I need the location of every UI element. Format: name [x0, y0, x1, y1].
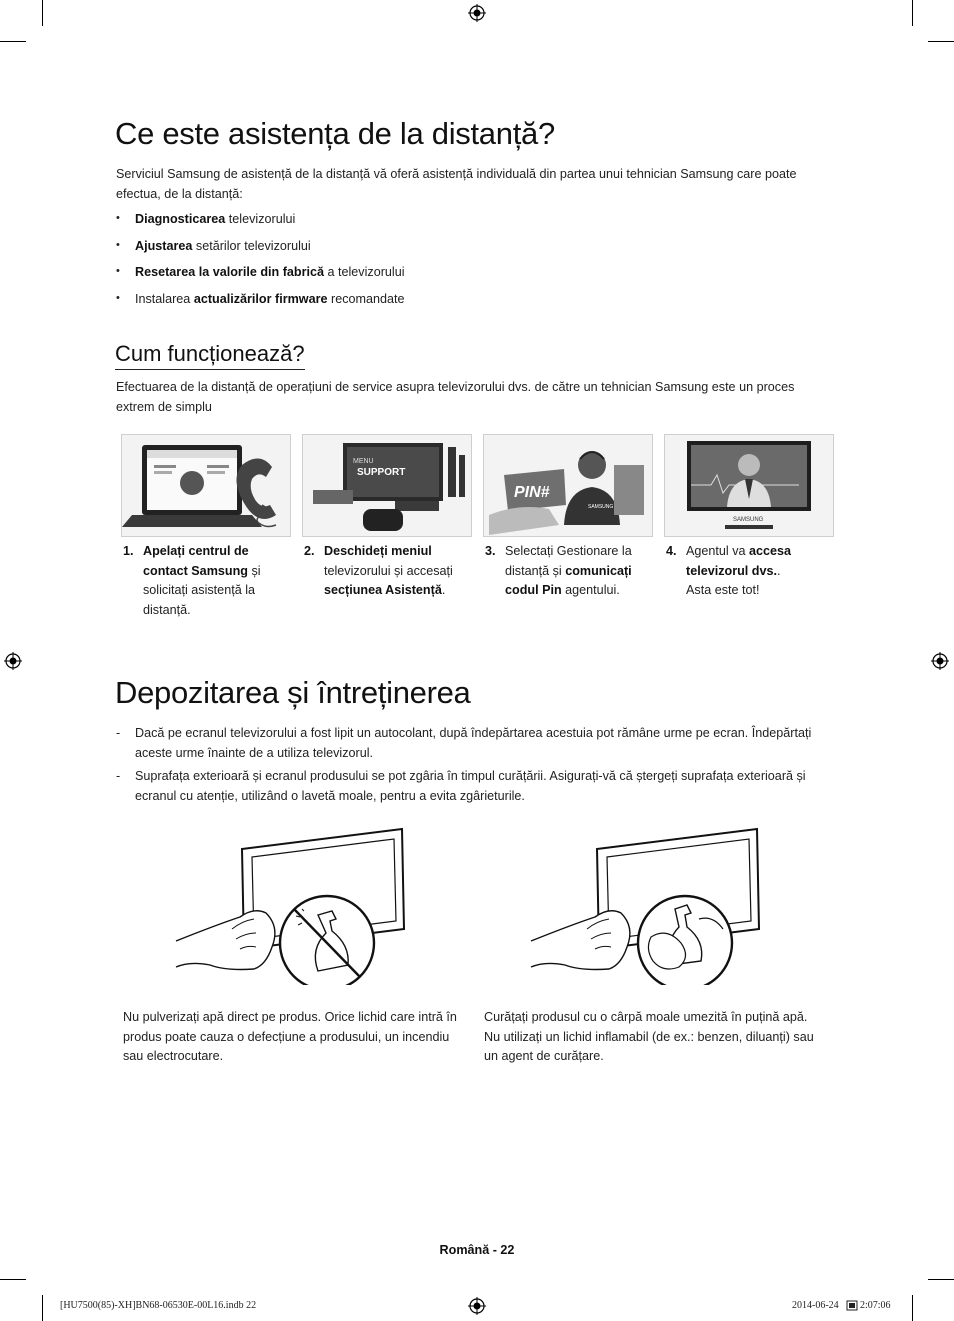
- registration-mark-icon: [468, 4, 486, 22]
- registration-mark-icon: [931, 652, 949, 670]
- printer-glyph-icon: [846, 1300, 858, 1311]
- crop-mark: [912, 0, 913, 26]
- page-title-storage-maintenance: Depozitarea și întreținerea: [115, 675, 471, 710]
- step-4-illustration: [664, 434, 834, 537]
- list-item: • Ajustarea setărilor televizorului: [116, 239, 405, 266]
- crop-mark: [912, 1295, 913, 1321]
- no-spray-illustration: [170, 825, 410, 985]
- how-paragraph: Efectuarea de la distanță de operațiuni de service asupra televizorului dvs. de către un tehnician Samsung este un proces extrem de simplu: [116, 380, 795, 414]
- print-date: 2014-06-24: [792, 1300, 839, 1311]
- svg-text:SAMSUNG: SAMSUNG: [588, 504, 614, 510]
- list-item: - Suprafața exterioară și ecranul produsului se pot zgâria în timpul curățării. Asigurați-vă că ștergeți suprafața exterioară și ecranul cu atenție, utilizând o lavetă moale, pentru a evita zgârieturile.: [116, 769, 806, 803]
- svg-text:SUPPORT: SUPPORT: [357, 467, 406, 478]
- svg-text:SAMSUNG: SAMSUNG: [733, 517, 764, 523]
- step-2-illustration: [302, 434, 472, 537]
- section-subtitle-how-it-works: Cum funcționează?: [115, 341, 305, 370]
- care-list: [116, 724, 844, 810]
- crop-mark: [42, 1295, 43, 1321]
- list-item: • Resetarea la valorile din fabrică a televizorului: [116, 265, 405, 292]
- step-1-illustration: [121, 434, 291, 537]
- capabilities-list: [116, 212, 405, 318]
- file-info: [HU7500(85)-XH]BN68-06530E-00L16.indb 22: [60, 1300, 257, 1311]
- list-item: • Diagnosticarea televizorului: [116, 212, 405, 239]
- caption-no-spray: Nu pulverizați apă direct pe produs. Orice lichid care intră în produs poate cauza o defecțiune a produsului, un incendiu sau electrocutare.: [123, 1010, 457, 1063]
- crop-mark: [928, 1279, 954, 1280]
- soft-cloth-illustration: [525, 825, 765, 985]
- list-item: • Instalarea actualizărilor firmware recomandate: [116, 292, 405, 319]
- list-item: - Dacă pe ecranul televizorului a fost lipit un autocolant, după îndepărtarea acestuia pot rămâne urme pe ecran. Îndepărtați aceste urme înainte de a utiliza televizorul.: [116, 726, 812, 760]
- crop-mark: [42, 0, 43, 26]
- svg-text:MENU: MENU: [353, 458, 374, 465]
- page-title-remote-support: Ce este asistența de la distanță?: [115, 116, 555, 151]
- caption-soft-cloth: Curățați produsul cu o cârpă moale umezită în puțină apă. Nu utilizați un lichid inflamabil (de ex.: benzen, diluanți) sau un agent de curățare.: [484, 1010, 814, 1063]
- crop-mark: [0, 1279, 26, 1280]
- crop-mark: [928, 41, 954, 42]
- crop-mark: [0, 41, 26, 42]
- page-number: Română - 22: [439, 1243, 515, 1257]
- intro-paragraph: Serviciul Samsung de asistență de la distanță vă oferă asistență individuală din partea unui tehnician Samsung care poate efectua, de la distanță:: [116, 167, 797, 201]
- print-time: 2:07:06: [860, 1300, 891, 1311]
- registration-mark-icon: [468, 1297, 486, 1315]
- registration-mark-icon: [4, 652, 22, 670]
- step-3-illustration: [483, 434, 653, 537]
- svg-text:PIN#: PIN#: [514, 484, 550, 501]
